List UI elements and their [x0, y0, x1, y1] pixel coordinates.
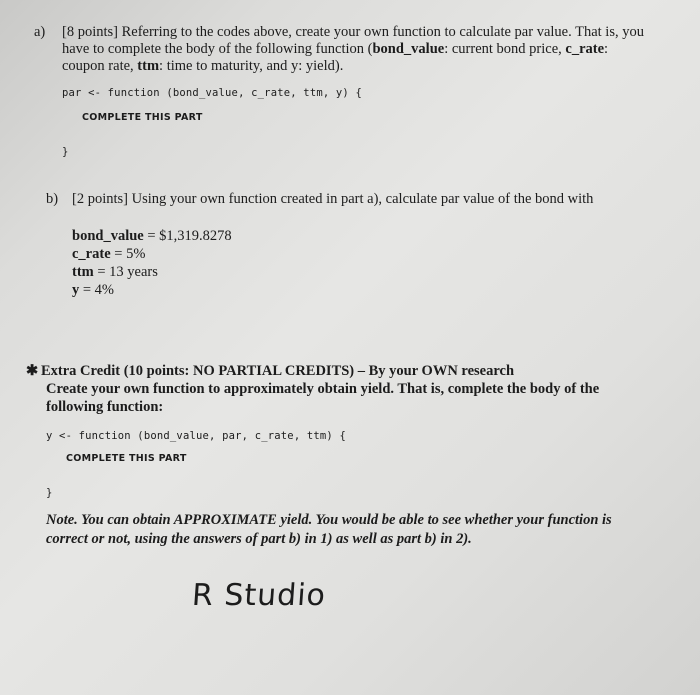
extra-credit-line2: Create your own function to approximately obtain yield. That is, complete the body of the [46, 381, 600, 397]
par-function-body-placeholder: COMPLETE THIS PART [82, 112, 203, 123]
part-a-points: [8 points] [62, 24, 118, 40]
ttm-term: ttm [137, 58, 160, 74]
note-line2: correct or not, using the answers of part b) in 1) as well as part b) in 2). [46, 531, 472, 547]
extra-credit-title: Extra Credit (10 points: NO PARTIAL CREDITS) – By your OWN research [41, 363, 515, 379]
part-a-line3: coupon rate, ttm: time to maturity, and y: yield). [62, 58, 344, 74]
bond-value-term: bond_value [372, 41, 445, 57]
extra-credit-line3: following function: [46, 399, 164, 415]
par-function-signature: par <- function (bond_value, c_rate, ttm, y) { [62, 87, 362, 99]
part-a-line1-text: Referring to the codes above, create your own function to calculate par value. That is, you [117, 24, 644, 40]
param-y: y = 4% [72, 282, 115, 298]
part-b-label: b) [46, 191, 59, 207]
note-line1: Note. You can obtain APPROXIMATE yield. You would be able to see whether your function is [46, 512, 612, 528]
part-a-line1 [62, 24, 644, 41]
param-ttm: ttm = 13 years [72, 264, 158, 280]
c-rate-term: c_rate [565, 41, 605, 57]
yield-function-body-placeholder: COMPLETE THIS PART [66, 453, 187, 464]
param-c-rate: c_rate = 5% [72, 246, 146, 262]
yield-function-signature: y <- function (bond_value, par, c_rate, ttm) { [46, 430, 346, 442]
part-a-label: a) [34, 24, 46, 40]
param-bond-value: bond_value = $1,319.8278 [72, 228, 232, 244]
yield-function-close-brace: } [46, 487, 53, 499]
part-a-line2: have to complete the body of the following function (bond_value: current bond price, c_rate: [62, 41, 609, 57]
part-b-text: [2 points] Using your own function created in part a), calculate par value of the bond with [72, 191, 594, 207]
par-function-close-brace: } [62, 146, 69, 158]
extra-credit-marker: ✱ [26, 363, 39, 379]
handwritten-r-studio: R Studio [190, 578, 328, 613]
